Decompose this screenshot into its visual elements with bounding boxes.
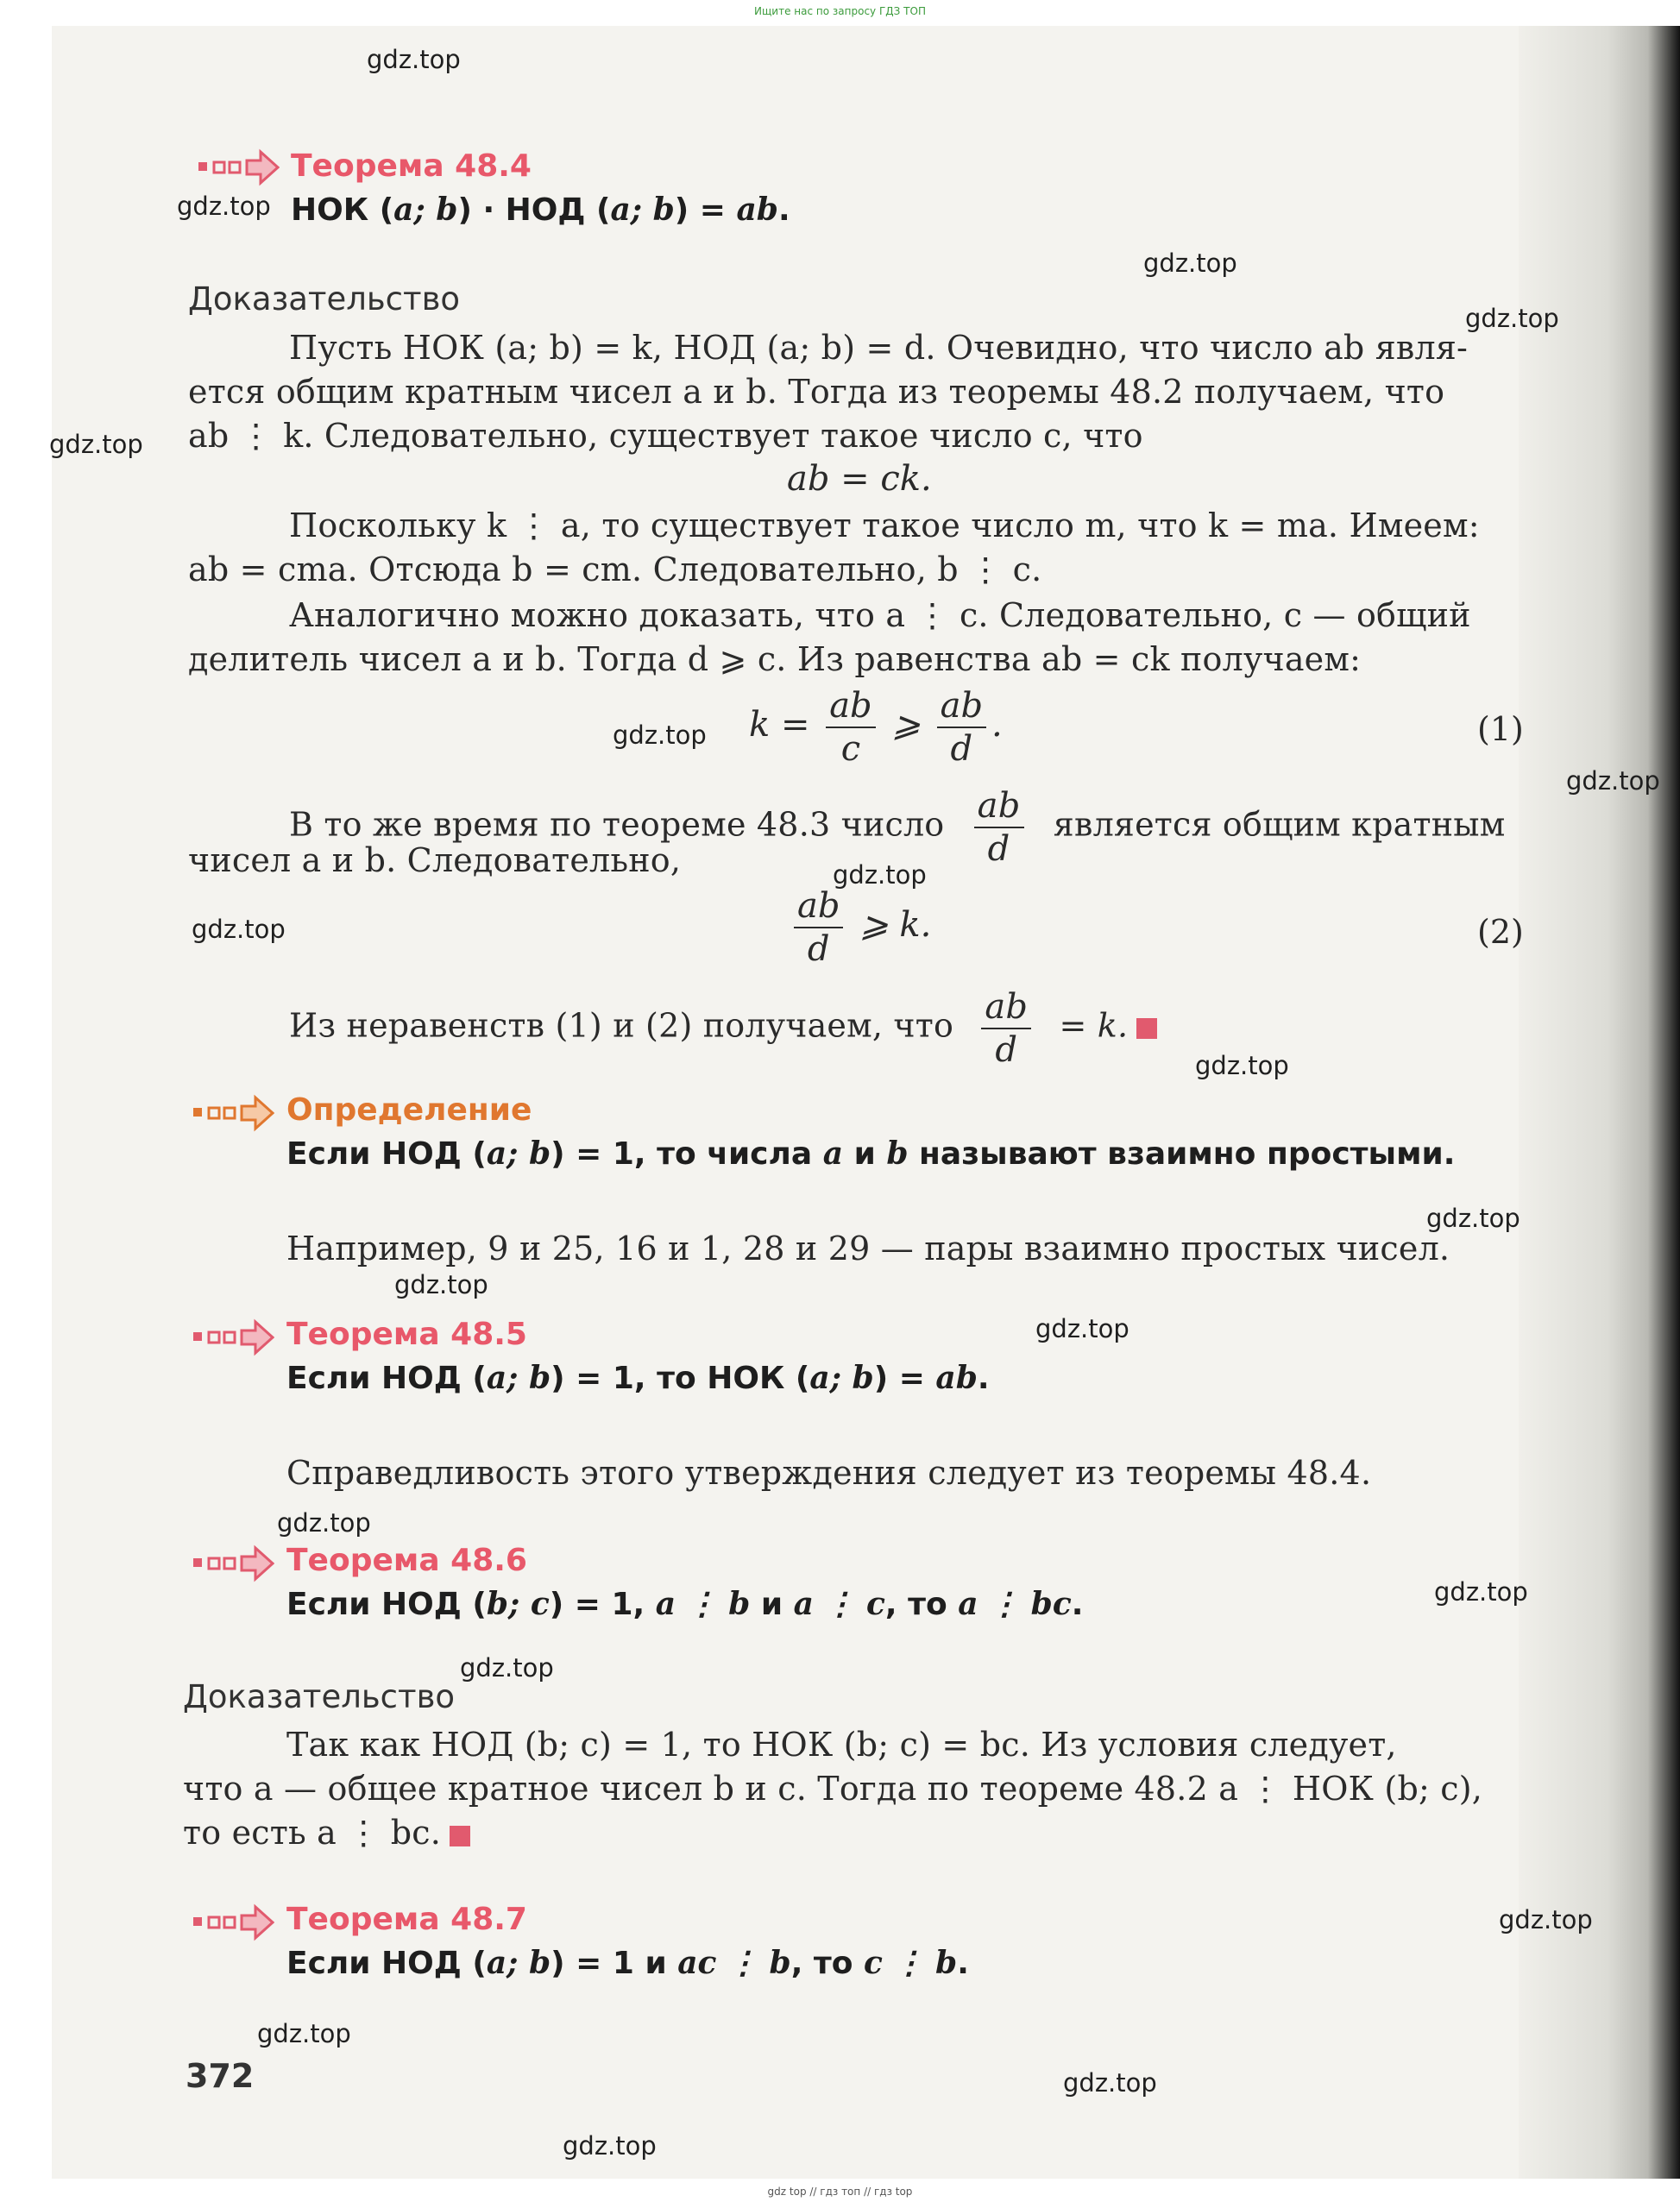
equation-number: (2)	[1477, 913, 1524, 951]
equation-number: (1)	[1477, 710, 1524, 748]
proof-line: то есть a ⋮ bc.	[183, 1811, 470, 1855]
definition-title: Определение	[286, 1092, 532, 1128]
watermark: gdz.top	[833, 860, 927, 890]
qed-square-icon	[450, 1826, 470, 1846]
watermark: gdz.top	[1143, 248, 1237, 278]
watermark: gdz.top	[1434, 1577, 1528, 1607]
watermark: gdz.top	[613, 720, 707, 750]
theorem-48-7-statement: Если НОД (a; b) = 1 и ac ⋮ b, то c ⋮ b.	[286, 1945, 969, 1981]
theorem-48-6-title: Теорема 48.6	[286, 1543, 527, 1578]
theorem-48-5-statement: Если НОД (a; b) = 1, то НОК (a; b) = ab.	[286, 1360, 990, 1396]
formula-ab-ck: ab = ck.	[787, 459, 932, 499]
watermark: gdz.top	[394, 1270, 488, 1299]
page-number: 372	[186, 2057, 255, 2095]
proof-line: Пусть НОК (a; b) = k, НОД (a; b) = d. Очевидно, что число ab явля-	[289, 329, 1469, 367]
watermark: gdz.top	[1195, 1051, 1289, 1080]
watermark: gdz.top	[367, 45, 461, 74]
theorem-48-7-title: Теорема 48.7	[286, 1902, 527, 1937]
proof-line: чисел a и b. Следовательно,	[188, 841, 682, 879]
watermark: gdz.top	[1499, 1905, 1593, 1934]
theorem-48-5-title: Теорема 48.5	[286, 1317, 527, 1352]
proof-line: Аналогично можно доказать, что a ⋮ c. Следовательно, c — общий	[289, 596, 1471, 634]
top-banner: Ищите нас по запросу ГДЗ ТОП	[754, 5, 926, 17]
watermark: gdz.top	[1465, 304, 1559, 333]
proof-line: ab ⋮ k. Следовательно, существует такое число c, что	[188, 417, 1143, 455]
theorem-arrow-icon	[192, 1903, 274, 1941]
proof-line: В то же время по теореме 48.3 число $\frac{ab}{d}$ является общим кратным	[289, 786, 1506, 869]
proof-line: Так как НОД (b; c) = 1, то НОК (b; c) = bc. Из условия следует,	[286, 1726, 1397, 1764]
watermark: gdz.top	[460, 1653, 554, 1683]
proof-heading: Доказательство	[183, 1678, 456, 1715]
theorem-48-4-title: Теорема 48.4	[291, 148, 532, 184]
proof-line: ется общим кратным чисел a и b. Тогда из теоремы 48.2 получаем, что	[188, 373, 1445, 411]
theorem-arrow-icon	[197, 148, 280, 186]
theorem-arrow-icon	[192, 1318, 274, 1356]
proof-line: что a — общее кратное чисел b и c. Тогда по теореме 48.2 a ⋮ НОК (b; c),	[183, 1770, 1483, 1808]
example-text: Например, 9 и 25, 16 и 1, 28 и 29 — пары взаимно простых чисел.	[286, 1230, 1450, 1268]
theorem-arrow-icon	[192, 1544, 274, 1582]
watermark: gdz.top	[177, 192, 271, 221]
definition-arrow-icon	[192, 1094, 274, 1132]
qed-square-icon	[1136, 1018, 1157, 1039]
watermark: gdz.top	[192, 915, 286, 944]
book-spine	[1519, 26, 1680, 2179]
watermark: gdz.top	[1063, 2068, 1157, 2098]
watermark: gdz.top	[277, 1508, 371, 1538]
note-text: Справедливость этого утверждения следует из теоремы 48.4.	[286, 1454, 1372, 1492]
proof-line: ab = cma. Отсюда b = cm. Следовательно, b ⋮ c.	[188, 550, 1042, 588]
watermark: gdz.top	[1566, 766, 1660, 796]
proof-line: Поскольку k ⋮ a, то существует такое число m, что k = ma. Имеем:	[289, 506, 1480, 544]
proof-line: Из неравенств (1) и (2) получаем, что $\frac{ab}{d}$ = k.	[289, 986, 1157, 1071]
proof-line: делитель чисел a и b. Тогда d ⩾ c. Из равенства ab = ck получаем:	[188, 640, 1362, 678]
equation-2: $\frac{ab}{d}$ ⩾ k.	[789, 885, 931, 970]
proof-heading: Доказательство	[188, 280, 461, 318]
watermark: gdz.top	[1035, 1314, 1129, 1343]
equation-1: k = $\frac{ab}{c}$ ⩾ $\frac{ab}{d}$ .	[749, 686, 1003, 769]
watermark: gdz.top	[257, 2019, 351, 2048]
bottom-banner: gdz top // гдз топ // гдз top	[767, 2186, 913, 2198]
theorem-48-4-statement: НОК (a; b) · НОД (a; b) = ab.	[291, 192, 790, 228]
definition-text: Если НОД (a; b) = 1, то числа a и b называют взаимно простыми.	[286, 1135, 1456, 1172]
watermark: gdz.top	[49, 430, 143, 459]
theorem-48-6-statement: Если НОД (b; c) = 1, a ⋮ b и a ⋮ c, то a ⋮ bc.	[286, 1586, 1084, 1622]
watermark: gdz.top	[563, 2131, 657, 2161]
watermark: gdz.top	[1426, 1204, 1520, 1233]
